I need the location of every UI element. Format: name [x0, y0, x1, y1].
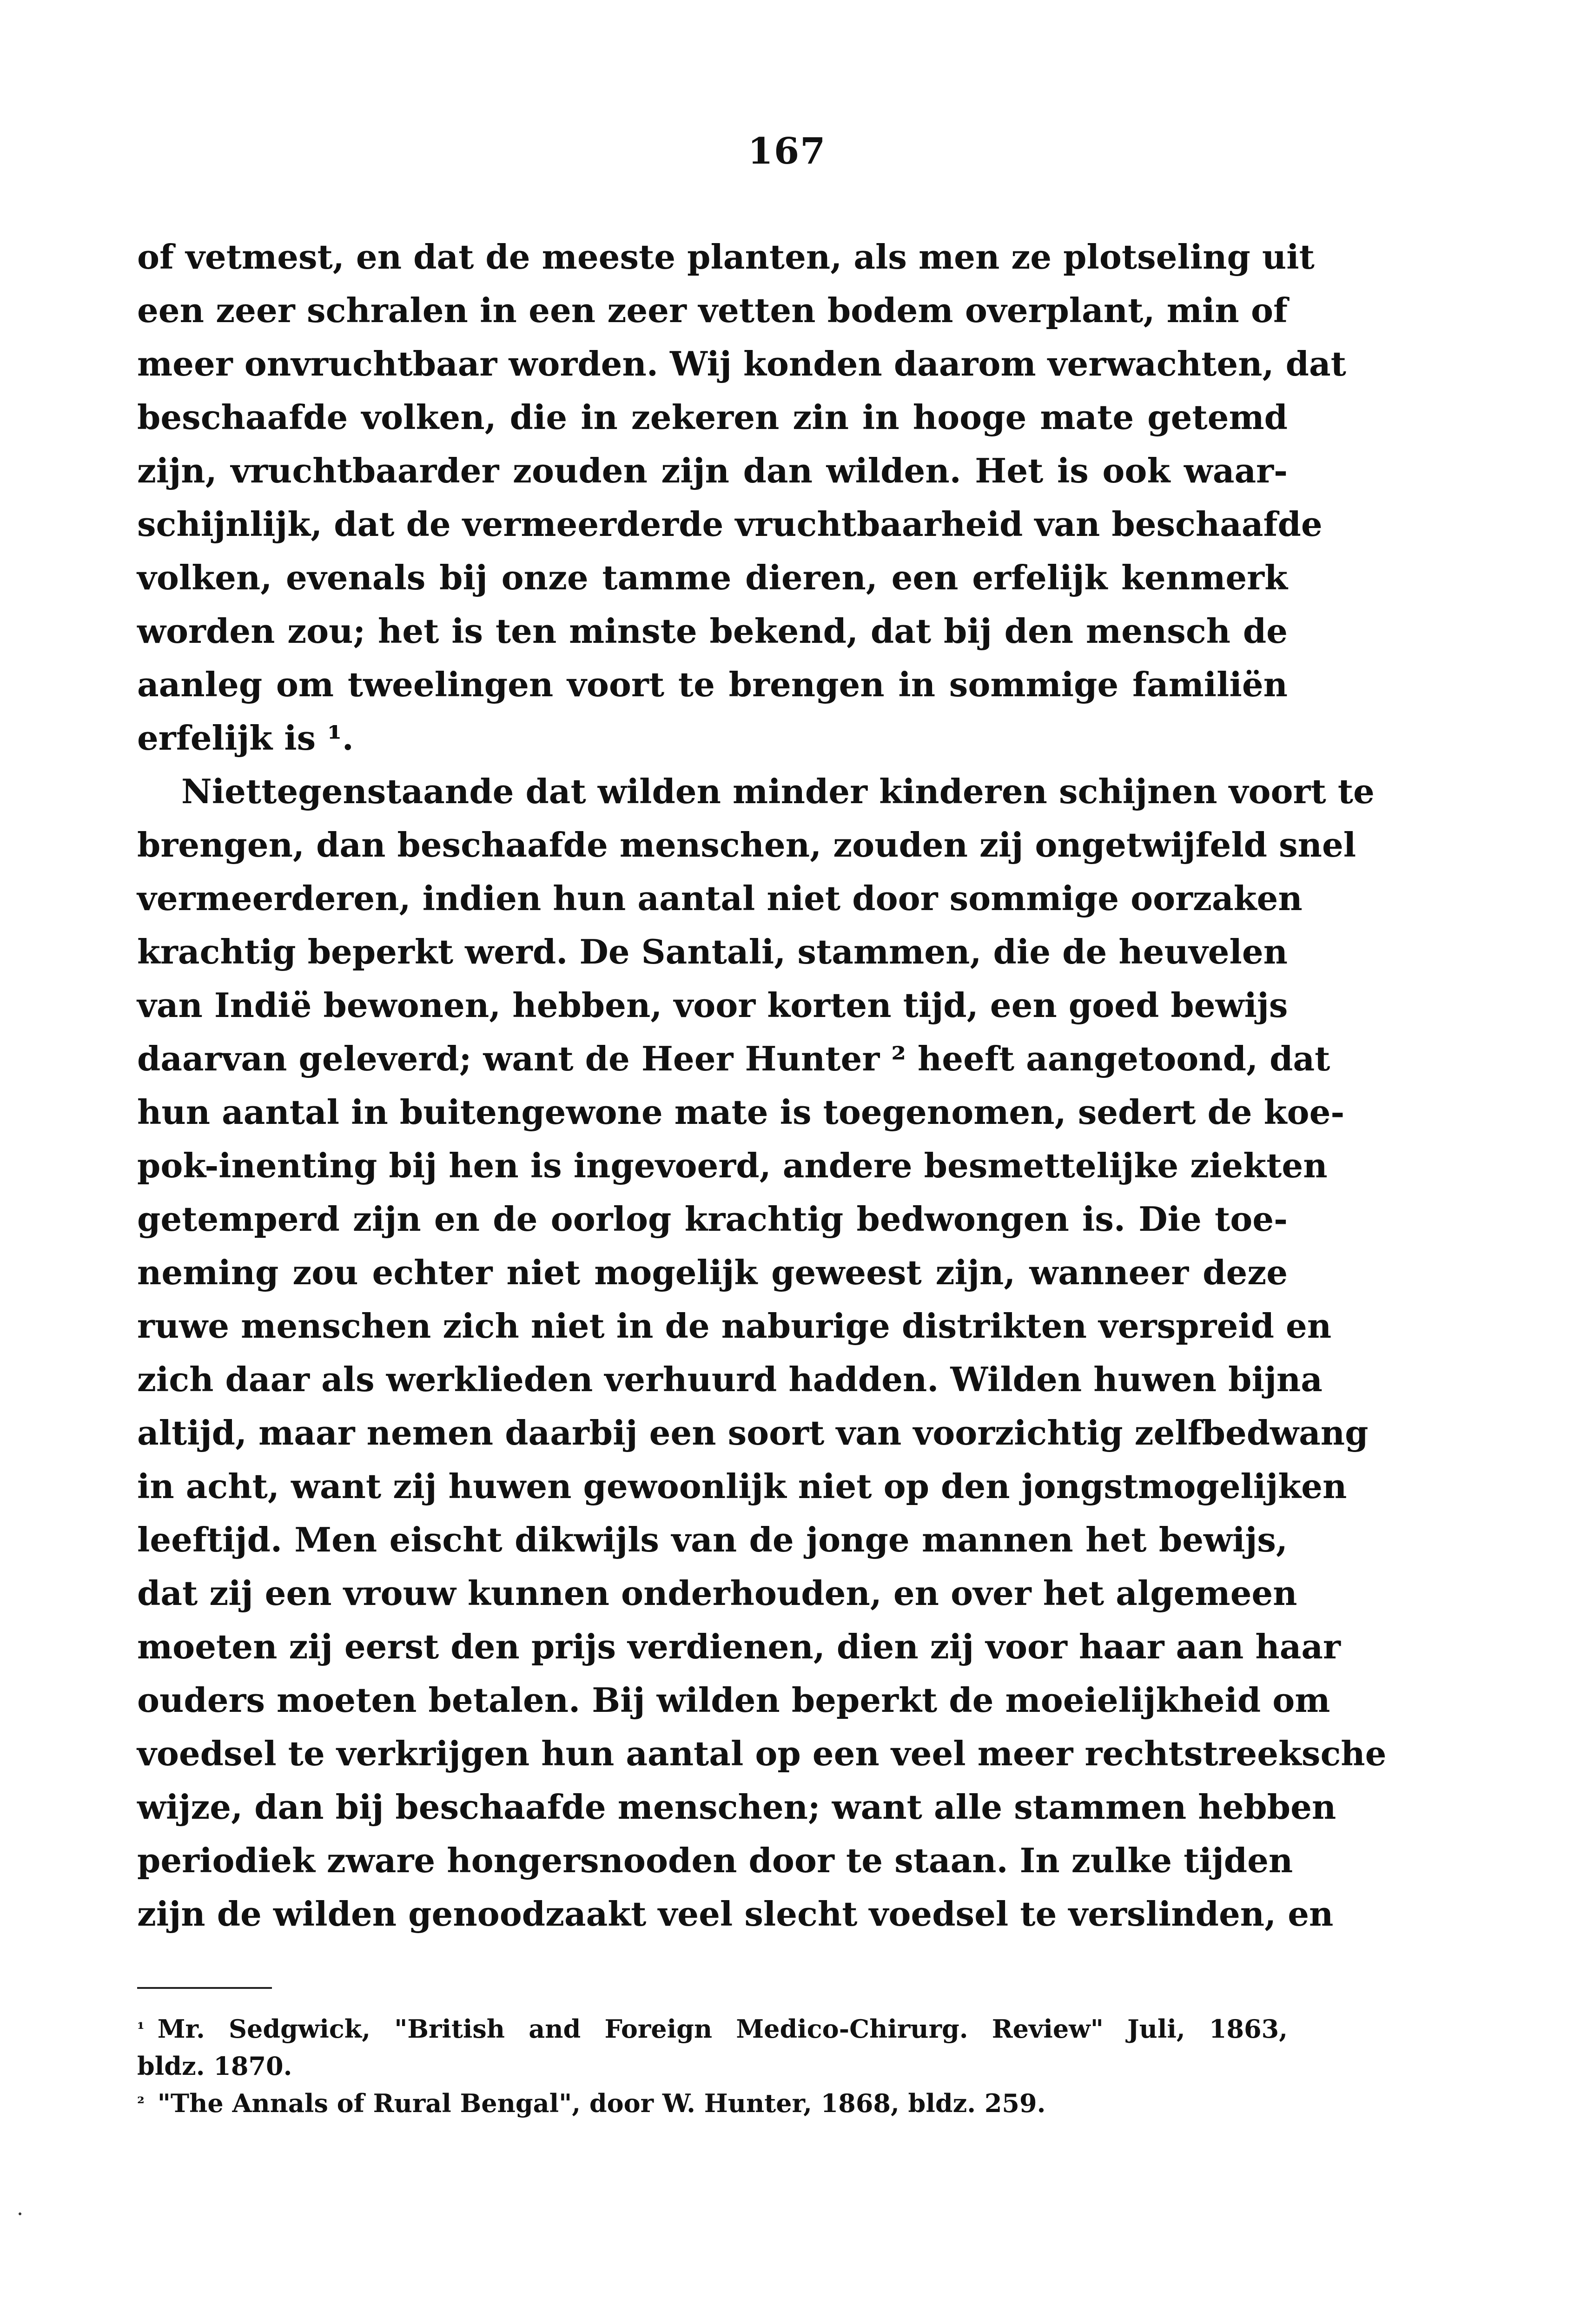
- text-line: ruwe menschen zich niet in de naburige distrikten verspreid en: [137, 1306, 1332, 1346]
- footnote-mark: ¹: [137, 2019, 145, 2039]
- text-line: altijd, maar nemen daarbij een soort van voorzichtig zelfbedwang: [137, 1413, 1369, 1452]
- footnote-text: "The Annals of Rural Bengal", door W. Hunter, 1868, bldz. 259.: [157, 2088, 1046, 2118]
- text-line: zijn, vruchtbaarder zouden zijn dan wilden. Het is ook waar-: [137, 451, 1288, 490]
- text-line: dat zij een vrouw kunnen onderhouden, en over het algemeen: [137, 1573, 1297, 1613]
- text-line: van Indië bewonen, hebben, voor korten tijd, een goed bewijs: [137, 985, 1288, 1025]
- text-line: een zeer schralen in een zeer vetten bodem overplant, min of: [137, 290, 1288, 330]
- text-line: leeftijd. Men eischt dikwijls van de jonge mannen het bewijs,: [137, 1520, 1288, 1559]
- text-line: getemperd zijn en de oorlog krachtig bedwongen is. Die toe-: [137, 1199, 1288, 1239]
- text-line: zich daar als werklieden verhuurd hadden. Wilden huwen bijna: [137, 1360, 1323, 1399]
- body-text: [137, 230, 1387, 1941]
- text-line: brengen, dan beschaafde menschen, zouden zij ongetwijfeld snel: [137, 825, 1356, 865]
- scan-speck: [19, 2212, 21, 2215]
- text-line: vermeerderen, indien hun aantal niet door sommige oorzaken: [137, 878, 1303, 918]
- text-line: aanleg om tweelingen voort te brengen in sommige familiën: [137, 665, 1288, 704]
- text-line: pok-inenting bij hen is ingevoerd, andere besmettelijke ziekten: [137, 1146, 1328, 1185]
- text-line: moeten zij eerst den prijs verdienen, dien zij voor haar aan haar: [137, 1627, 1341, 1666]
- text-line: beschaafde volken, die in zekeren zin in hooge mate getemd: [137, 397, 1288, 437]
- text-line: neming zou echter niet mogelijk geweest zijn, wanneer deze: [137, 1253, 1288, 1292]
- text-line: zijn de wilden genoodzaakt veel slecht voedsel te verslinden, en: [137, 1894, 1334, 1934]
- footnote-mark: ²: [137, 2093, 145, 2113]
- text-line: krachtig beperkt werd. De Santali, stammen, die de heuvelen: [137, 932, 1288, 971]
- footnote-line: [137, 2010, 1288, 2047]
- footnote-line: bldz. 1870.: [137, 2051, 292, 2081]
- footnote-divider: [137, 1987, 272, 1989]
- footnote-line: [137, 2085, 1288, 2122]
- page-number: 167: [747, 130, 827, 172]
- text-line: voedsel te verkrijgen hun aantal op een veel meer rechtstreeksche: [137, 1734, 1387, 1773]
- text-line: volken, evenals bij onze tamme dieren, een erfelijk kenmerk: [137, 558, 1288, 597]
- text-line: ouders moeten betalen. Bij wilden beperkt de moeielijkheid om: [137, 1680, 1330, 1720]
- text-line: worden zou; het is ten minste bekend, dat bij den mensch de: [137, 611, 1288, 651]
- text-line: meer onvruchtbaar worden. Wij konden daarom verwachten, dat: [137, 344, 1346, 383]
- text-line: of vetmest, en dat de meeste planten, als men ze plotseling uit: [137, 237, 1315, 277]
- footnote-text: Mr. Sedgwick, "British and Foreign Medico-Chirurg. Review" Juli, 1863,: [157, 2014, 1288, 2044]
- text-line: erfelijk is ¹.: [137, 718, 354, 758]
- text-line: periodiek zware hongersnooden door te staan. In zulke tijden: [137, 1841, 1293, 1880]
- text-line: in acht, want zij huwen gewoonlijk niet op den jongstmogelijken: [137, 1466, 1347, 1506]
- text-line: hun aantal in buitengewone mate is toegenomen, sedert de koe-: [137, 1092, 1345, 1132]
- footnotes: [137, 2010, 1288, 2122]
- text-line: daarvan geleverd; want de Heer Hunter ² heeft aangetoond, dat: [137, 1039, 1330, 1078]
- text-line: Niettegenstaande dat wilden minder kinderen schijnen voort te: [181, 772, 1375, 811]
- text-line: wijze, dan bij beschaafde menschen; want alle stammen hebben: [137, 1787, 1336, 1827]
- text-line: schijnlijk, dat de vermeerderde vruchtbaarheid van beschaafde: [137, 504, 1323, 544]
